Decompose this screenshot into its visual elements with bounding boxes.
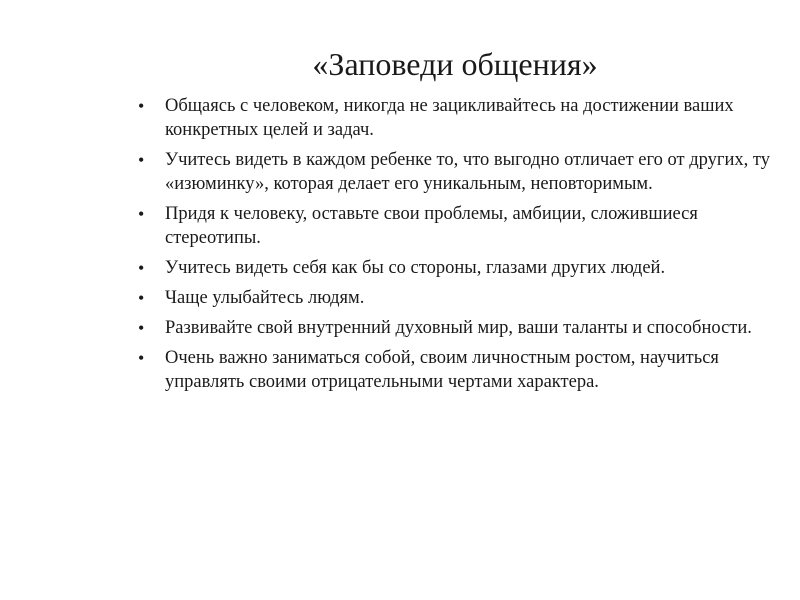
list-item [138, 286, 778, 310]
bullet-icon: • [138, 348, 145, 368]
list-item-text: Развивайте свой внутренний духовный мир, ваши таланты и способности. [165, 318, 752, 338]
bullet-icon: • [138, 96, 145, 116]
list-item-text: Придя к человеку, оставьте свои проблемы, амбиции, сложившиеся стереотипы. [165, 204, 698, 248]
list-item-text: Учитесь видеть себя как бы со стороны, глазами других людей. [165, 258, 666, 278]
list-item [138, 316, 778, 340]
list-item-text: Чаще улыбайтесь людям. [165, 288, 365, 308]
list-item [138, 94, 778, 142]
list-item [138, 256, 778, 280]
list-item-text: Очень важно заниматься собой, своим личностным ростом, научиться управлять своими отрицательными чертами характера. [165, 348, 719, 392]
list-item-text: Общаясь с человеком, никогда не зацикливайтесь на достижении ваших конкретных целей и задач. [165, 96, 734, 140]
bullet-icon: • [138, 288, 145, 308]
list-item [138, 202, 778, 250]
list-item [138, 148, 778, 196]
slide-title: «Заповеди общения» [312, 46, 598, 82]
bullet-list [138, 94, 778, 400]
bullet-icon: • [138, 150, 145, 170]
list-item [138, 346, 778, 394]
bullet-icon: • [138, 318, 145, 338]
list-item-text: Учитесь видеть в каждом ребенке то, что выгодно отличает его от других, ту «изюминку», которая делает его уникальным, неповторимым. [165, 150, 770, 194]
bullet-icon: • [138, 258, 145, 278]
bullet-icon: • [138, 204, 145, 224]
